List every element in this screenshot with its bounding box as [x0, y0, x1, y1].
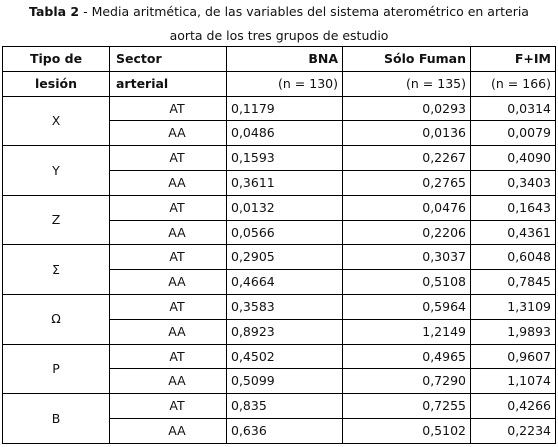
header-lesion-type: Tipo de — [3, 47, 110, 72]
sector-cell: AA — [110, 121, 227, 146]
header-row-2 — [3, 71, 556, 96]
table-row — [3, 96, 556, 121]
fim-value-cell: 0,4090 — [471, 146, 556, 171]
bna-value-cell: 0,8923 — [227, 319, 343, 344]
lesion-type-cell: Z — [3, 195, 110, 245]
bna-value-cell: 0,3583 — [227, 294, 343, 319]
header-fim: F+IM — [471, 47, 556, 72]
bna-value-cell: 0,1593 — [227, 146, 343, 171]
sector-cell: AT — [110, 394, 227, 419]
sector-cell: AA — [110, 319, 227, 344]
sector-cell: AT — [110, 96, 227, 121]
table-body — [3, 47, 556, 444]
fim-value-cell: 0,0079 — [471, 121, 556, 146]
table-row — [3, 195, 556, 220]
header-sector: Sector — [110, 47, 227, 72]
fim-value-cell: 0,3403 — [471, 170, 556, 195]
lesion-type-cell: X — [3, 96, 110, 146]
sector-cell: AA — [110, 170, 227, 195]
solo-fuman-value-cell: 0,4965 — [343, 344, 471, 369]
sector-cell: AA — [110, 418, 227, 443]
lesion-type-cell: P — [3, 344, 110, 394]
table-row — [3, 394, 556, 419]
sector-cell: AA — [110, 369, 227, 394]
solo-fuman-value-cell: 0,5964 — [343, 294, 471, 319]
bna-value-cell: 0,4502 — [227, 344, 343, 369]
fim-value-cell: 1,3109 — [471, 294, 556, 319]
fim-value-cell: 1,1074 — [471, 369, 556, 394]
sector-cell: AT — [110, 294, 227, 319]
bna-value-cell: 0,3611 — [227, 170, 343, 195]
sector-cell: AT — [110, 146, 227, 171]
sector-cell: AT — [110, 245, 227, 270]
solo-fuman-value-cell: 0,5102 — [343, 418, 471, 443]
bna-value-cell: 0,4664 — [227, 270, 343, 295]
results-table — [2, 46, 556, 444]
fim-value-cell: 0,1643 — [471, 195, 556, 220]
solo-fuman-value-cell: 0,2267 — [343, 146, 471, 171]
sector-cell: AT — [110, 344, 227, 369]
solo-fuman-value-cell: 0,7255 — [343, 394, 471, 419]
fim-value-cell: 0,4266 — [471, 394, 556, 419]
caption-text-1: - Media aritmética, de las variables del sistema aterométrico en arteria — [79, 4, 529, 19]
table-caption — [0, 0, 558, 48]
fim-value-cell: 0,0314 — [471, 96, 556, 121]
solo-fuman-value-cell: 0,7290 — [343, 369, 471, 394]
sector-cell: AT — [110, 195, 227, 220]
bna-value-cell: 0,2905 — [227, 245, 343, 270]
table-row — [3, 146, 556, 171]
header-lesion-type-2: lesión — [3, 71, 110, 96]
table-row — [3, 245, 556, 270]
lesion-type-cell: Y — [3, 146, 110, 196]
header-solo-fuman-n: (n = 135) — [343, 71, 471, 96]
solo-fuman-value-cell: 0,5108 — [343, 270, 471, 295]
bna-value-cell: 0,0566 — [227, 220, 343, 245]
lesion-type-cell: B — [3, 394, 110, 444]
fim-value-cell: 0,7845 — [471, 270, 556, 295]
lesion-type-cell: Σ — [3, 245, 110, 295]
caption-line-1 — [0, 0, 558, 24]
sector-cell: AA — [110, 220, 227, 245]
header-bna-n: (n = 130) — [227, 71, 343, 96]
header-bna: BNA — [227, 47, 343, 72]
solo-fuman-value-cell: 0,0293 — [343, 96, 471, 121]
solo-fuman-value-cell: 0,2765 — [343, 170, 471, 195]
fim-value-cell: 0,9607 — [471, 344, 556, 369]
fim-value-cell: 0,2234 — [471, 418, 556, 443]
fim-value-cell: 0,6048 — [471, 245, 556, 270]
header-solo-fuman: Sólo Fuman — [343, 47, 471, 72]
header-fim-n: (n = 166) — [471, 71, 556, 96]
bna-value-cell: 0,0132 — [227, 195, 343, 220]
bna-value-cell: 0,5099 — [227, 369, 343, 394]
solo-fuman-value-cell: 0,2206 — [343, 220, 471, 245]
bna-value-cell: 0,835 — [227, 394, 343, 419]
fim-value-cell: 0,4361 — [471, 220, 556, 245]
fim-value-cell: 1,9893 — [471, 319, 556, 344]
solo-fuman-value-cell: 1,2149 — [343, 319, 471, 344]
caption-label: Tabla 2 — [29, 4, 80, 19]
solo-fuman-value-cell: 0,0136 — [343, 121, 471, 146]
header-row-1 — [3, 47, 556, 72]
solo-fuman-value-cell: 0,0476 — [343, 195, 471, 220]
caption-line-2: aorta de los tres grupos de estudio — [169, 28, 389, 43]
header-sector-2: arterial — [110, 71, 227, 96]
solo-fuman-value-cell: 0,3037 — [343, 245, 471, 270]
bna-value-cell: 0,636 — [227, 418, 343, 443]
bna-value-cell: 0,1179 — [227, 96, 343, 121]
table-row — [3, 294, 556, 319]
table-row — [3, 344, 556, 369]
sector-cell: AA — [110, 270, 227, 295]
bna-value-cell: 0,0486 — [227, 121, 343, 146]
lesion-type-cell: Ω — [3, 294, 110, 344]
